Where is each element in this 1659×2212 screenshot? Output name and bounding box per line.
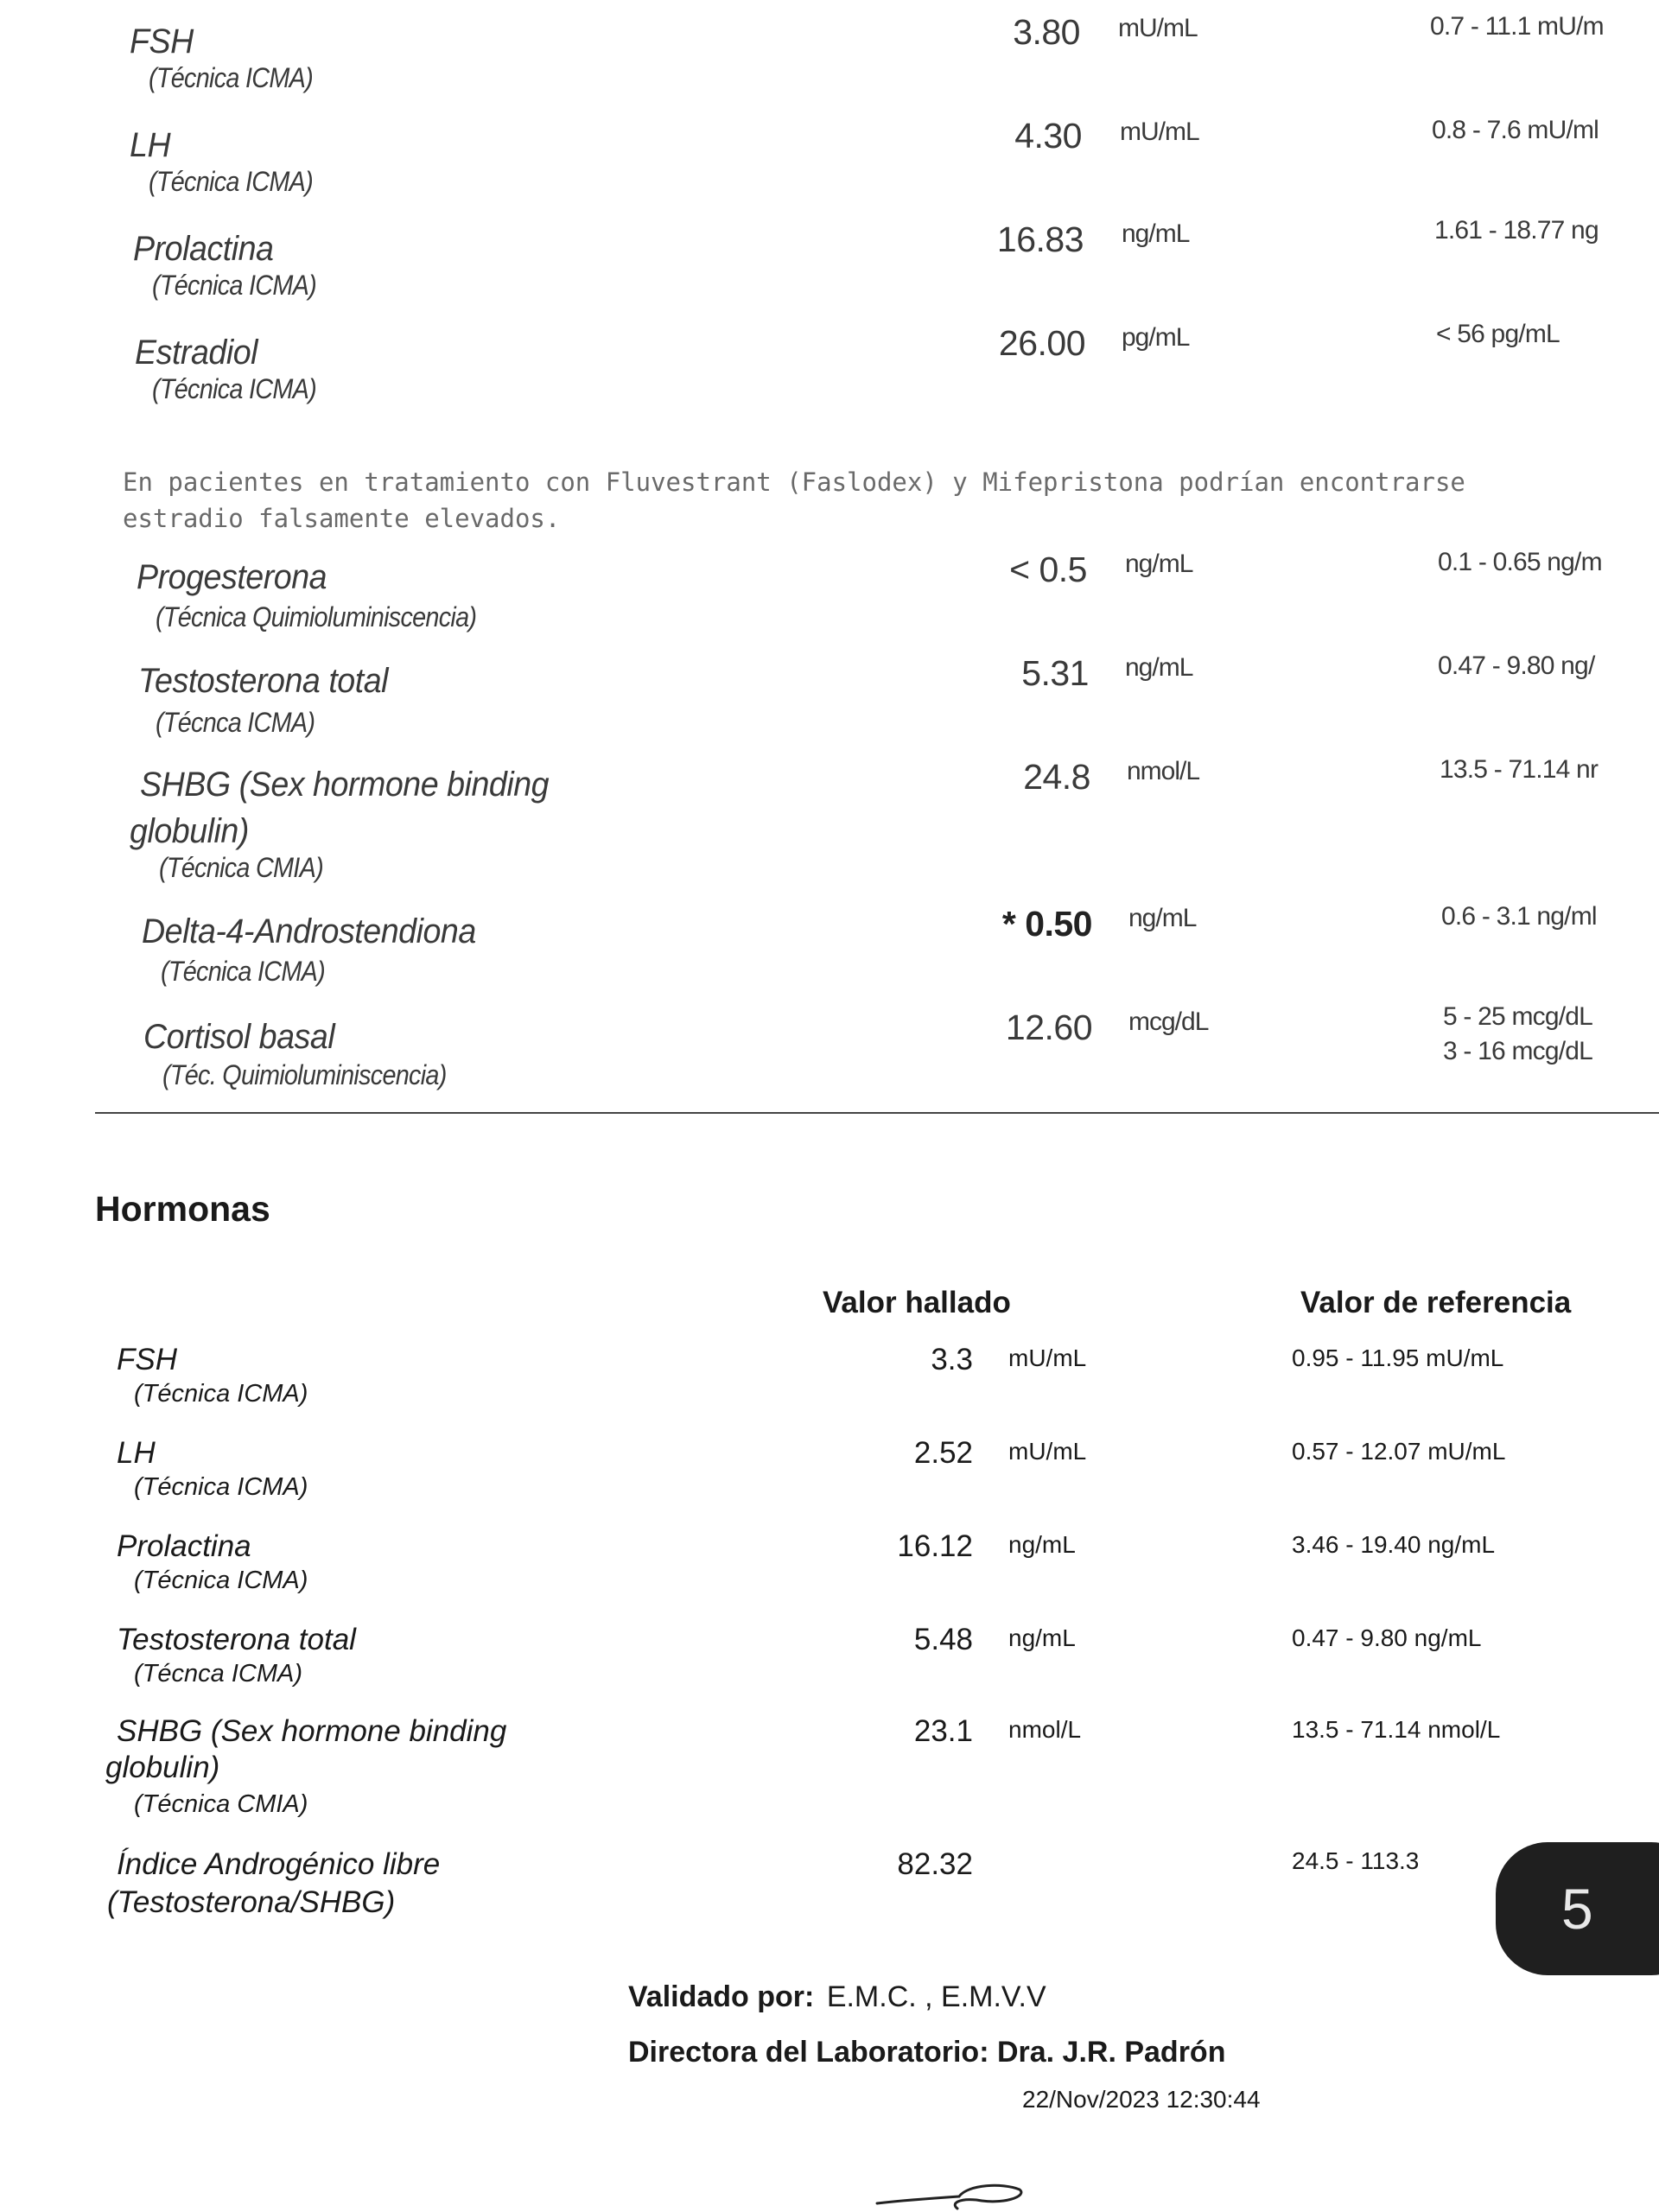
validated-value: E.M.C. , E.M.V.V <box>826 1980 1046 2013</box>
result-technique: (Técnca ICMA) <box>134 1660 302 1688</box>
scan-row-reference: 13.5 - 71.14 nr <box>1440 755 1599 784</box>
scan-row-reference: 0.1 - 0.65 ng/m <box>1438 548 1602 576</box>
result-name-line2: (Testosterona/SHBG) <box>107 1885 396 1919</box>
result-value: 23.1 <box>913 1714 973 1748</box>
result-value: 2.52 <box>913 1436 973 1470</box>
result-technique: (Técnica ICMA) <box>134 1380 308 1408</box>
result-reference: 13.5 - 71.14 nmol/L <box>1292 1716 1501 1743</box>
scan-row-name: Testosterona total <box>138 662 389 700</box>
scan-row-technique: (Técnica Quimioluminiscencia) <box>156 601 477 632</box>
scan-row-technique: (Técnca ICMA) <box>156 707 315 738</box>
page-number-badge <box>1496 1842 1659 1975</box>
result-reference: 0.47 - 9.80 ng/mL <box>1292 1624 1482 1651</box>
scan-row-unit: mcg/dL <box>1128 1007 1209 1036</box>
scan-row-unit: ng/mL <box>1125 550 1193 578</box>
result-value: 3.3 <box>931 1343 973 1376</box>
scan-row-name: Delta-4-Androstendiona <box>142 912 476 950</box>
result-name: LH <box>117 1436 156 1470</box>
scan-row-unit: pg/mL <box>1122 323 1190 352</box>
scan-row-value: 5.31 <box>1021 653 1089 693</box>
scan-row-name: Prolactina <box>133 230 274 268</box>
scan-row-technique: (Técnica ICMA) <box>152 270 316 301</box>
scan-row-unit: mU/mL <box>1118 14 1198 42</box>
result-name: Índice Androgénico libre <box>117 1847 441 1881</box>
result-reference: 24.5 - 113.3 <box>1292 1847 1420 1874</box>
report-timestamp: 22/Nov/2023 12:30:44 <box>1022 2086 1261 2113</box>
scan-row-name: Estradiol <box>135 334 258 372</box>
result-technique: (Técnica ICMA) <box>134 1473 308 1501</box>
lab-director: Directora del Laboratorio: Dra. J.R. Padrón <box>628 2036 1226 2069</box>
scan-row-reference: 0.47 - 9.80 ng/ <box>1438 652 1595 680</box>
result-value: 5.48 <box>913 1623 973 1656</box>
section-divider <box>95 1112 1659 1114</box>
scan-row-name: LH <box>130 126 171 164</box>
result-unit: mU/mL <box>1008 1438 1087 1465</box>
scan-row-technique: (Técnica ICMA) <box>152 373 316 404</box>
estradiol-note-line1: En pacientes en tratamiento con Fluvestrant (Faslodex) y Mifepristona podrían encontrarse <box>123 467 1465 497</box>
scan-row-value: 4.30 <box>1014 116 1082 156</box>
scan-row-reference: < 56 pg/mL <box>1436 320 1560 348</box>
scan-row-unit: ng/mL <box>1125 653 1193 682</box>
scan-row-name: SHBG (Sex hormone binding <box>140 766 550 804</box>
scan-row-value: 12.60 <box>1005 1007 1092 1047</box>
scan-row-reference: 5 - 25 mcg/dL <box>1443 1002 1593 1031</box>
scan-row-technique: (Técnica ICMA) <box>149 62 313 93</box>
result-reference: 0.95 - 11.95 mU/mL <box>1292 1344 1504 1371</box>
scan-row-technique: (Técnica ICMA) <box>161 956 325 987</box>
scan-row-name-line2: globulin) <box>130 812 249 850</box>
column-header-value: Valor hallado <box>823 1286 1011 1319</box>
result-name: Prolactina <box>117 1529 251 1563</box>
result-value: 82.32 <box>897 1847 973 1881</box>
scan-row-value: 3.80 <box>1013 12 1080 52</box>
result-name: SHBG (Sex hormone binding <box>117 1714 507 1748</box>
scan-row-unit: ng/mL <box>1128 904 1197 932</box>
page-number: 5 <box>1561 1877 1593 1941</box>
scan-row-value-flagged: * 0.50 <box>1001 904 1092 944</box>
scan-row-value: 24.8 <box>1023 757 1090 797</box>
result-unit: ng/mL <box>1008 1531 1076 1558</box>
scan-row-name: FSH <box>130 22 194 60</box>
scan-row-technique: (Técnica ICMA) <box>149 166 313 197</box>
result-name-line2: globulin) <box>105 1751 220 1784</box>
scan-row-reference: 0.8 - 7.6 mU/ml <box>1432 116 1599 144</box>
estradiol-note-line2: estradio falsamente elevados. <box>123 504 561 533</box>
scan-row-value: 26.00 <box>998 323 1085 363</box>
section-heading: Hormonas <box>95 1189 270 1229</box>
scan-row-reference-line2: 3 - 16 mcg/dL <box>1443 1037 1593 1065</box>
scan-row-reference: 1.61 - 18.77 ng <box>1434 216 1599 245</box>
validated-label: Validado por: <box>628 1980 815 2013</box>
result-unit: nmol/L <box>1008 1716 1082 1743</box>
result-unit: ng/mL <box>1008 1624 1076 1651</box>
scan-row-name: Progesterona <box>137 558 327 596</box>
result-technique: (Técnica CMIA) <box>134 1790 308 1818</box>
scan-row-value: 16.83 <box>996 219 1084 259</box>
scan-row-technique: (Técnica CMIA) <box>159 852 323 883</box>
result-reference: 0.57 - 12.07 mU/mL <box>1292 1438 1506 1465</box>
result-reference: 3.46 - 19.40 ng/mL <box>1292 1531 1496 1558</box>
result-unit: mU/mL <box>1008 1344 1087 1371</box>
scan-row-technique: (Téc. Quimioluminiscencia) <box>162 1059 447 1090</box>
validated-by <box>628 1980 1046 2014</box>
result-technique: (Técnica ICMA) <box>134 1567 308 1594</box>
scan-row-unit: ng/mL <box>1122 219 1190 248</box>
column-header-reference: Valor de referencia <box>1300 1286 1572 1319</box>
result-value: 16.12 <box>897 1529 973 1563</box>
scan-row-unit: mU/mL <box>1120 118 1199 146</box>
signature-scribble <box>873 2177 1046 2212</box>
scan-row-reference: 0.6 - 3.1 ng/ml <box>1441 902 1597 931</box>
result-name: FSH <box>117 1343 177 1376</box>
scan-row-unit: nmol/L <box>1127 757 1200 785</box>
scan-row-reference: 0.7 - 11.1 mU/m <box>1430 12 1604 41</box>
result-name: Testosterona total <box>117 1623 356 1656</box>
scan-row-name: Cortisol basal <box>143 1018 335 1056</box>
scan-row-value: < 0.5 <box>1009 550 1087 589</box>
